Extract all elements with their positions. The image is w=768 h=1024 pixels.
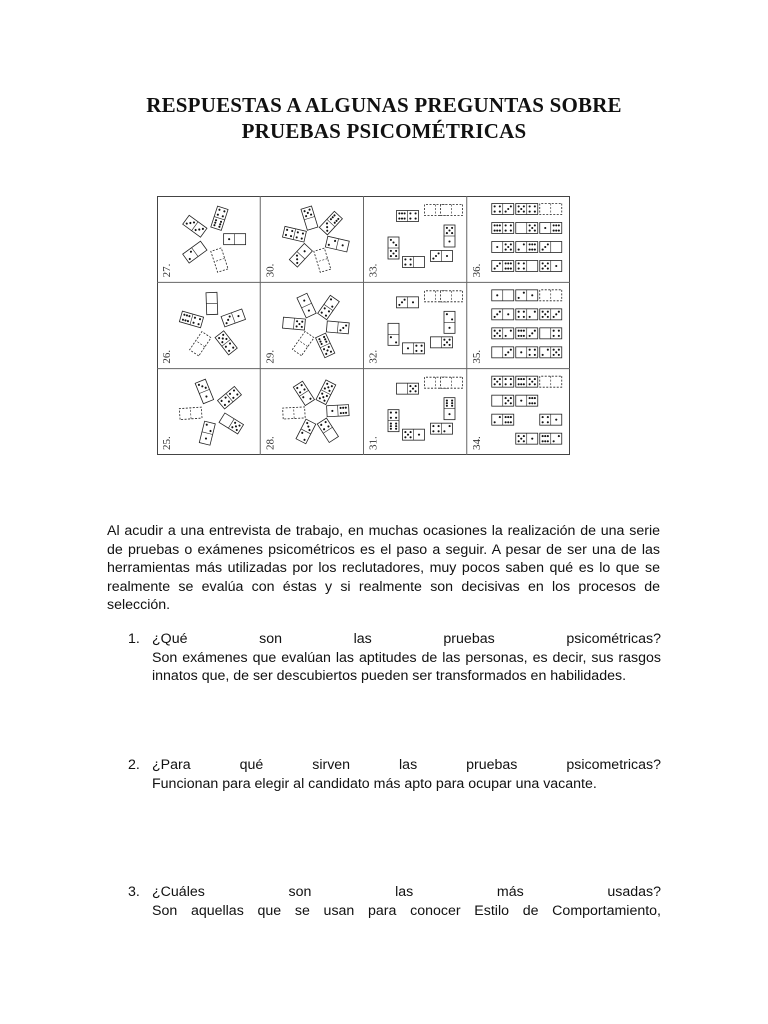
domino-tile — [283, 317, 306, 330]
question-1 — [128, 630, 661, 686]
domino-tile — [492, 395, 514, 406]
domino-blank — [540, 376, 562, 387]
domino-tile — [516, 347, 538, 358]
question-answer: Funcionan para elegir al candidato más apto para ocupar una vacante. — [152, 775, 597, 792]
question-number: 2. — [128, 757, 140, 773]
domino-blank — [179, 407, 202, 420]
puzzle-number-label: 32. — [367, 349, 380, 364]
domino-tile — [516, 309, 538, 320]
puzzle-number-label: 30. — [264, 263, 277, 278]
domino-blank — [283, 407, 306, 419]
domino-tile — [403, 257, 425, 268]
domino-tile — [444, 398, 455, 420]
domino-tile — [397, 297, 419, 308]
domino-tile — [540, 242, 562, 253]
domino-tile — [516, 376, 538, 387]
puzzle-number-label: 27. — [161, 263, 173, 278]
puzzle-number-label: 36. — [470, 263, 483, 278]
domino-tile — [326, 321, 349, 334]
puzzle-number-label: 25. — [161, 436, 173, 450]
domino-blank — [540, 204, 562, 215]
question-number: 1. — [128, 631, 140, 647]
question-answer: Son aquellas que se usan para conocer Estilo de Comportamiento, — [152, 902, 661, 919]
domino-tile — [540, 347, 562, 358]
domino-tile — [388, 323, 399, 345]
question-answer: Son exámenes que evalúan las aptitudes de las personas, es decir, sus rasgos innatos que, de ser descubiertos pueden ser transformados en habilidades. — [152, 649, 661, 684]
domino-tile — [224, 234, 246, 245]
domino-blank — [441, 291, 463, 302]
domino-blank — [441, 205, 463, 216]
domino-grid — [157, 196, 570, 455]
domino-tile — [397, 211, 419, 222]
domino-tile — [444, 311, 455, 333]
question-heading: ¿Para qué sirven las pruebas psicometricas? — [152, 757, 661, 773]
domino-tile — [540, 328, 562, 339]
puzzle-number-label: 26. — [161, 349, 173, 364]
puzzle-number-label: 35. — [470, 349, 483, 364]
domino-tile — [540, 223, 562, 234]
domino-puzzle-figure — [157, 196, 570, 455]
domino-tile — [403, 429, 425, 440]
domino-tile — [206, 292, 218, 314]
title-line-2: PRUEBAS PSICOMÉTRICAS — [241, 119, 527, 143]
domino-tile — [444, 225, 455, 247]
question-3 — [128, 883, 661, 920]
domino-tile — [540, 414, 562, 425]
domino-tile — [492, 376, 514, 387]
domino-tile — [431, 251, 453, 262]
domino-tile — [492, 242, 514, 253]
puzzle-number-label: 28. — [264, 436, 277, 450]
domino-tile — [516, 328, 538, 339]
domino-tile — [516, 223, 538, 234]
domino-tile — [492, 223, 514, 234]
domino-tile — [516, 395, 538, 406]
domino-tile — [492, 328, 514, 339]
domino-tile — [431, 423, 453, 434]
question-2 — [128, 756, 661, 793]
domino-blank — [540, 290, 562, 301]
domino-tile — [516, 261, 538, 272]
domino-tile — [431, 337, 453, 348]
intro-paragraph: Al acudir a una entrevista de trabajo, en muchas ocasiones la realización de una serie de pruebas o exámenes psicométricos es el paso a seguir. A pesar de ser una de las herramientas más utilizadas por los reclutadores, muy pocos saben qué es lo que se realmente se evalúa con éstas y si realmente son decisivas en los procesos de selección. — [107, 523, 660, 613]
document-title — [0, 92, 768, 144]
domino-tile — [540, 261, 562, 272]
question-heading: ¿Qué son las pruebas psicométricas? — [152, 631, 661, 647]
domino-tile — [540, 309, 562, 320]
puzzle-number-label: 34. — [470, 436, 483, 450]
puzzle-number-label: 33. — [367, 263, 380, 278]
domino-tile — [403, 343, 425, 354]
domino-tile — [492, 290, 514, 301]
domino-tile — [540, 433, 562, 444]
domino-tile — [492, 347, 514, 358]
domino-tile — [516, 204, 538, 215]
domino-blank — [441, 377, 463, 388]
domino-tile — [397, 383, 419, 394]
domino-tile — [516, 433, 538, 444]
domino-tile — [516, 242, 538, 253]
domino-tile — [492, 309, 514, 320]
title-line-1: RESPUESTAS A ALGUNAS PREGUNTAS SOBRE — [146, 93, 622, 117]
domino-tile — [492, 261, 514, 272]
domino-tile — [492, 204, 514, 215]
puzzle-number-label: 29. — [264, 349, 277, 364]
domino-tile — [388, 410, 399, 432]
puzzle-number-label: 31. — [367, 436, 380, 450]
domino-tile — [492, 414, 514, 425]
domino-tile — [327, 405, 350, 417]
domino-tile — [388, 237, 399, 259]
domino-tile — [516, 290, 538, 301]
question-number: 3. — [128, 884, 140, 900]
question-heading: ¿Cuáles son las más usadas? — [152, 884, 661, 900]
